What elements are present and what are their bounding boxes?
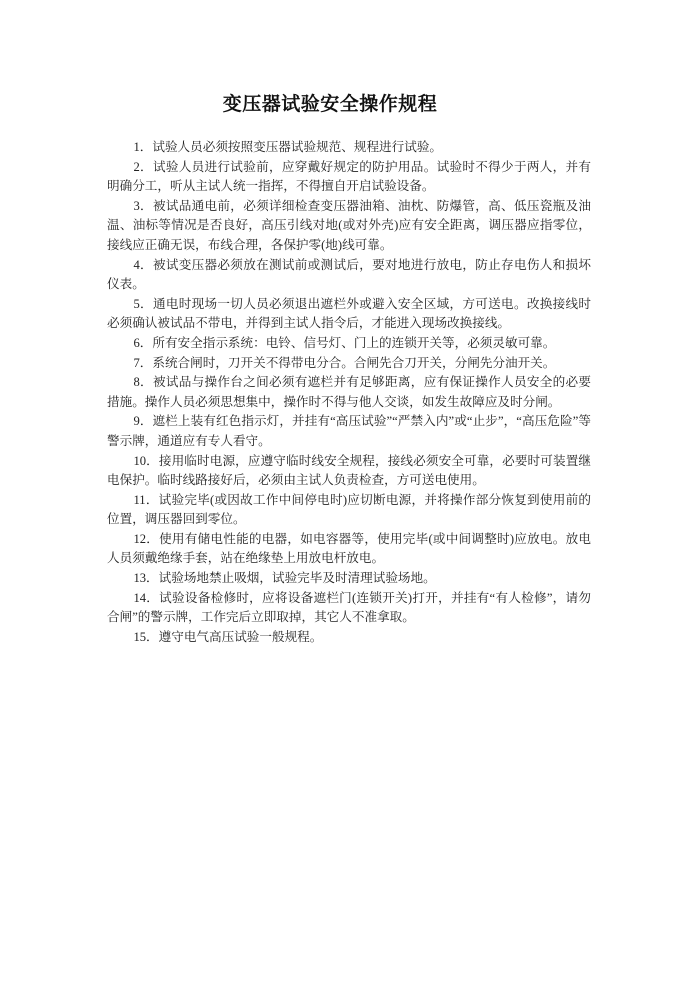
rule-item-9: 9．遮栏上装有红色指示灯，并挂有“高压试验”“严禁入内”或“止步”，“高压危险”等警示牌，通道应有专人看守。: [107, 414, 591, 448]
rule-item-8: 8．被试品与操作台之间必须有遮栏并有足够距离，应有保证操作人员安全的必要措施。操作人员必须思想集中，操作时不得与他人交谈，如发生故障应及时分闸。: [107, 375, 591, 409]
document-title: 变压器试验安全操作规程: [222, 93, 438, 115]
rule-item-14: 14．试验设备检修时，应将设备遮栏门(连锁开关)打开，并挂有“有人检修”，请勿合闸”的警示牌，工作完后立即取掉，其它人不准拿取。: [107, 590, 591, 625]
rule-item-13: 13．试验场地禁止吸烟，试验完毕及时清理试验场地。: [133, 571, 436, 586]
rule-item-10: 10．接用临时电源，应遵守临时线安全规程，接线必须安全可靠，必要时可装置继电保护。临时线路接好后，必须由主试人负责检查，方可送电使用。: [107, 453, 591, 488]
rule-item-2: 2．试验人员进行试验前，应穿戴好规定的防护用品。试验时不得少于两人，并有明确分工，听从主试人统一指挥，不得擅自开启试验设备。: [107, 159, 591, 194]
rule-item-15: 15．遵守电气高压试验一般规程。: [133, 629, 323, 644]
rule-item-3: 3．被试品通电前，必须详细检查变压器油箱、油枕、防爆管，高、低压瓷瓶及油温、油标等情况是否良好，高压引线对地(或对外壳)应有安全距离，调压器应指零位，接线应正确无误，布线合理，各保护零(地)线可靠。: [107, 198, 591, 252]
rule-item-12: 12．使用有储电性能的电器，如电容器等，使用完毕(或中间调整时)应放电。放电人员须戴绝缘手套，站在绝缘垫上用放电杆放电。: [107, 531, 591, 566]
document-body: [107, 138, 591, 647]
rule-item-7: 7．系统合闸时，刀开关不得带电分合。合闸先合刀开关，分闸先分油开关。: [133, 355, 556, 370]
rule-item-5: 5．通电时现场一切人员必须退出遮栏外或避入安全区域，方可送电。改换接线时必须确认被试品不带电，并得到主试人指令后，才能进入现场改换接线。: [107, 296, 591, 331]
rule-item-4: 4．被试变压器必须放在测试前或测试后，要对地进行放电，防止存电伤人和损坏仪表。: [107, 257, 591, 292]
rule-item-6: 6．所有安全指示系统：电铃、信号灯、门上的连锁开关等，必须灵敏可靠。: [133, 335, 556, 350]
rule-item-1: 1．试验人员必须按照变压器试验规范、规程进行试验。: [133, 140, 442, 154]
rule-item-11: 11．试验完毕(或因故工作中间停电时)应切断电源，并将操作部分恢复到使用前的位置，调压器回到零位。: [107, 492, 591, 527]
